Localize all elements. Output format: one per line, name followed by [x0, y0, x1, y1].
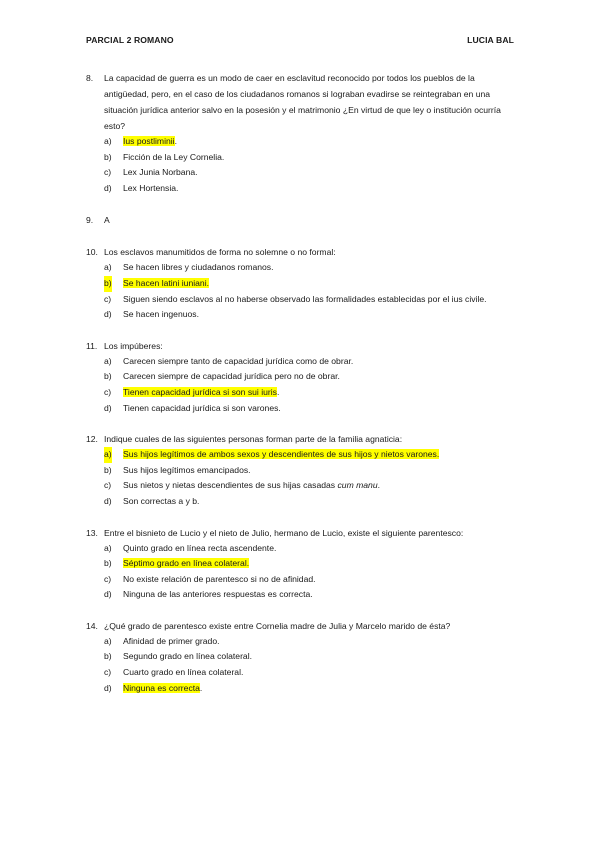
option-a: a) Ius postliminii.	[104, 136, 177, 146]
question-text: 9. A	[86, 212, 522, 228]
document-title: PARCIAL 2 ROMANO	[86, 35, 174, 45]
option-a: a) Sus hijos legítimos de ambos sexos y descendientes de sus hijos y nietos varones.	[104, 447, 522, 463]
question-9	[86, 212, 522, 228]
question-number: 10.	[86, 247, 98, 258]
question-text: 14. ¿Qué grado de parentesco existe entre Cornelia madre de Julia y Marcelo marido de ésta?	[86, 618, 522, 634]
question-text: 13. Entre el bisnieto de Lucio y el nieto de Julio, hermano de Lucio, existe el siguiente parentesco:	[86, 525, 522, 541]
highlighted-answer: Séptimo grado en línea colateral.	[123, 558, 250, 569]
option-b: b) Segundo grado en línea colateral.	[104, 651, 253, 662]
question-list	[86, 70, 522, 696]
question-text: 10. Los esclavos manumitidos de forma no solemne o no formal:	[86, 244, 522, 260]
question-number: 13.	[86, 527, 98, 538]
question-12	[86, 431, 522, 509]
question-14	[86, 618, 522, 696]
question-number: 9.	[86, 215, 94, 226]
option-b: b) Carecen siempre de capacidad jurídica pero no de obrar.	[104, 371, 340, 382]
option-b: b) Sus hijos legítimos emancipados.	[104, 464, 251, 475]
option-b: b) Se hacen latini iuniani.	[104, 276, 522, 292]
highlighted-answer: Ninguna es correcta	[123, 682, 200, 693]
question-11	[86, 338, 522, 416]
option-d: d) Son correctas a y b.	[104, 495, 200, 506]
option-a: a) Afinidad de primer grado.	[104, 635, 220, 646]
question-8	[86, 70, 522, 196]
highlighted-answer: Tienen capacidad jurídica si son sui iuris	[123, 386, 277, 397]
option-d: d) Se hacen ingenuos.	[104, 309, 199, 320]
question-number: 11.	[86, 340, 98, 351]
question-text: 12. Indique cuales de las siguientes personas forman parte de la familia agnaticia:	[86, 431, 522, 447]
highlighted-answer: Sus hijos legítimos de ambos sexos y descendientes de sus hijos y nietos varones.	[123, 449, 440, 460]
option-a: a) Se hacen libres y ciudadanos romanos.	[104, 262, 274, 273]
option-c: c) Lex Junia Norbana.	[104, 167, 198, 178]
option-c: c) Siguen siendo esclavos al no haberse observado las formalidades establecidas por el ius civile.	[104, 293, 487, 304]
highlighted-answer: Se hacen latini iuniani.	[123, 277, 209, 288]
question-number: 12.	[86, 434, 98, 445]
question-number: 8.	[86, 73, 94, 83]
question-number: 14.	[86, 620, 98, 631]
option-a: a) Quinto grado en línea recta ascendente.	[104, 542, 277, 553]
question-text: 8. La capacidad de guerra es un modo de caer en esclavitud reconocido por todos los pueblos de la antigüedad, pero, en el caso de los ciudadanos romanos si lograban evadirse se reintegraban en una situación jurídica anterior salvo en la posesión y el matrimonio ¿En virtud de que ley o institución ocurría esto?	[86, 70, 522, 134]
option-a: a) Carecen siempre tanto de capacidad jurídica como de obrar.	[104, 355, 354, 366]
question-13	[86, 525, 522, 603]
question-10	[86, 244, 522, 322]
option-b: b) Séptimo grado en línea colateral.	[104, 558, 250, 569]
option-d: d) Ninguna de las anteriores respuestas es correcta.	[104, 589, 313, 600]
option-b: b) Ficción de la Ley Cornelia.	[104, 151, 225, 162]
author-name: LUCIA BAL	[467, 35, 514, 45]
highlighted-answer: Ius postliminii	[123, 136, 175, 146]
option-c: c) No existe relación de parentesco si no de afinidad.	[104, 573, 316, 584]
option-d: d) Ninguna es correcta.	[104, 682, 203, 693]
question-text: 11. Los impúberes:	[86, 338, 522, 354]
page-header	[86, 35, 514, 49]
option-c: c) Tienen capacidad jurídica si son sui iuris.	[104, 386, 280, 397]
option-d: d) Tienen capacidad jurídica si son varones.	[104, 402, 281, 413]
option-d: d) Lex Hortensia.	[104, 182, 179, 193]
option-c: c) Cuarto grado en línea colateral.	[104, 667, 244, 678]
option-c: c) Sus nietos y nietas descendientes de sus hijas casadas cum manu.	[104, 480, 381, 491]
